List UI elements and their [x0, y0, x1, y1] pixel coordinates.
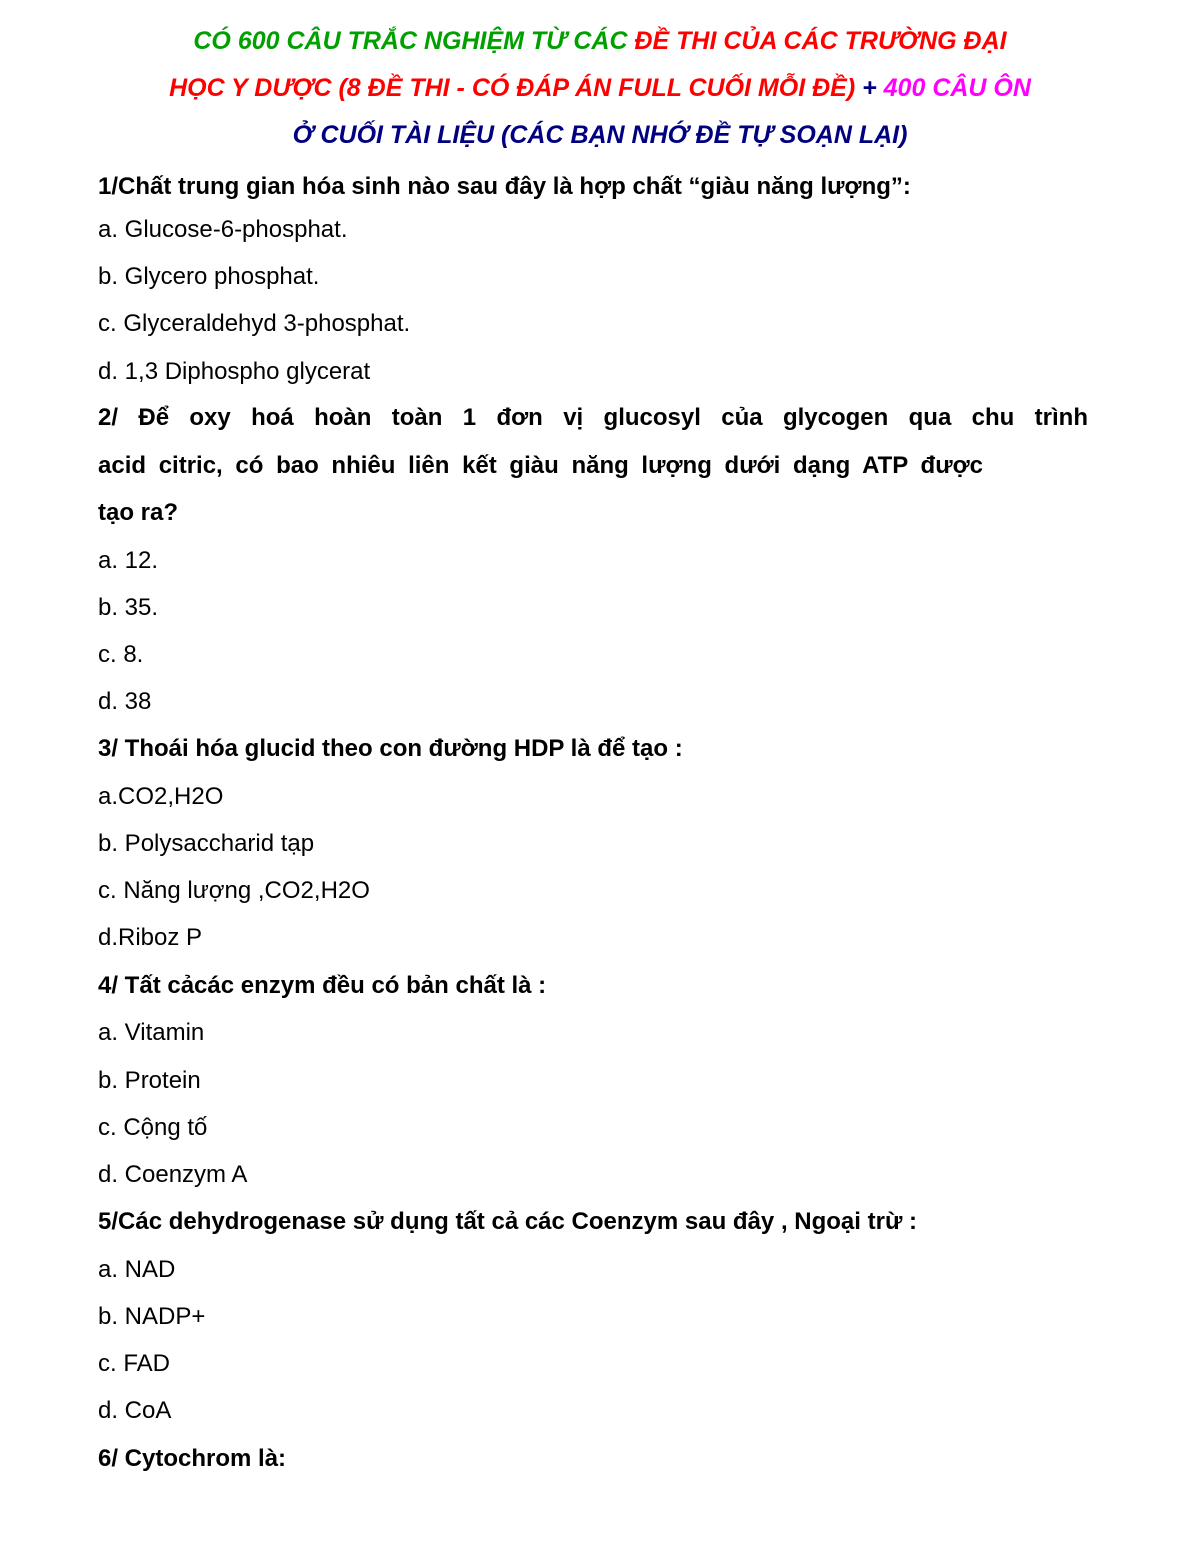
header-plus-sign: + — [855, 74, 884, 102]
question-5: 5/Các dehydrogenase sử dụng tất cả các Coenzym sau đây , Ngoại trừ : — [98, 1208, 917, 1235]
q1-option-b: b. Glycero phosphat. — [98, 263, 320, 290]
q5-option-b: b. NADP+ — [98, 1303, 206, 1330]
header-red-text-2: HỌC Y DƯỢC (8 ĐỀ THI - CÓ ĐÁP ÁN FULL CUỐI MỖI ĐỀ) — [169, 74, 856, 102]
header-line-1 — [0, 26, 1200, 56]
q2-option-d: d. 38 — [98, 688, 152, 715]
q2-option-c: c. 8. — [98, 641, 144, 668]
header-line-3 — [0, 120, 1200, 150]
question-6: 6/ Cytochrom là: — [98, 1445, 287, 1472]
header-red-text-1: ĐỀ THI CỦA CÁC TRƯỜNG ĐẠI — [634, 27, 1007, 55]
question-2-line-3: tạo ra? — [98, 499, 179, 526]
q3-option-d: d.Riboz P — [98, 924, 203, 951]
q3-option-b: b. Polysaccharid tạp — [98, 830, 315, 857]
q1-option-a: a. Glucose-6-phosphat. — [98, 216, 348, 243]
q4-option-b: b. Protein — [98, 1067, 201, 1094]
q2-option-b: b. 35. — [98, 594, 159, 621]
q3-option-c: c. Năng lượng ,CO2,H2O — [98, 877, 370, 904]
question-2-line-1: 2/ Để oxy hoá hoàn toàn 1 đơn vị glucosyl của glycogen qua chu trình — [98, 404, 1088, 431]
header-magenta-text: 400 CÂU ÔN — [883, 74, 1031, 102]
header-green-text: CÓ 600 CÂU TRẮC NGHIỆM TỪ CÁC — [193, 27, 635, 55]
q2-option-a: a. 12. — [98, 547, 159, 574]
header-line-2 — [0, 73, 1200, 103]
q5-option-a: a. NAD — [98, 1256, 176, 1283]
q4-option-c: c. Cộng tố — [98, 1114, 208, 1141]
q5-option-d: d. CoA — [98, 1397, 172, 1424]
question-1: 1/Chất trung gian hóa sinh nào sau đây là hợp chất “giàu năng lượng”: — [98, 173, 911, 200]
question-3: 3/ Thoái hóa glucid theo con đường HDP là để tạo : — [98, 735, 683, 762]
question-2-line-2: acid citric, có bao nhiêu liên kết giàu năng lượng dưới dạng ATP được — [98, 452, 983, 479]
question-4: 4/ Tất cảcác enzym đều có bản chất là : — [98, 972, 547, 999]
q3-option-a: a.CO2,H2O — [98, 783, 224, 810]
q1-option-d: d. 1,3 Diphospho glycerat — [98, 358, 371, 385]
q5-option-c: c. FAD — [98, 1350, 171, 1377]
q4-option-a: a. Vitamin — [98, 1019, 205, 1046]
header-navy-text: Ở CUỐI TÀI LIỆU (CÁC BẠN NHỚ ĐỀ TỰ SOẠN LẠI) — [292, 121, 908, 149]
q1-option-c: c. Glyceraldehyd 3-phosphat. — [98, 310, 411, 337]
q4-option-d: d. Coenzym A — [98, 1161, 248, 1188]
